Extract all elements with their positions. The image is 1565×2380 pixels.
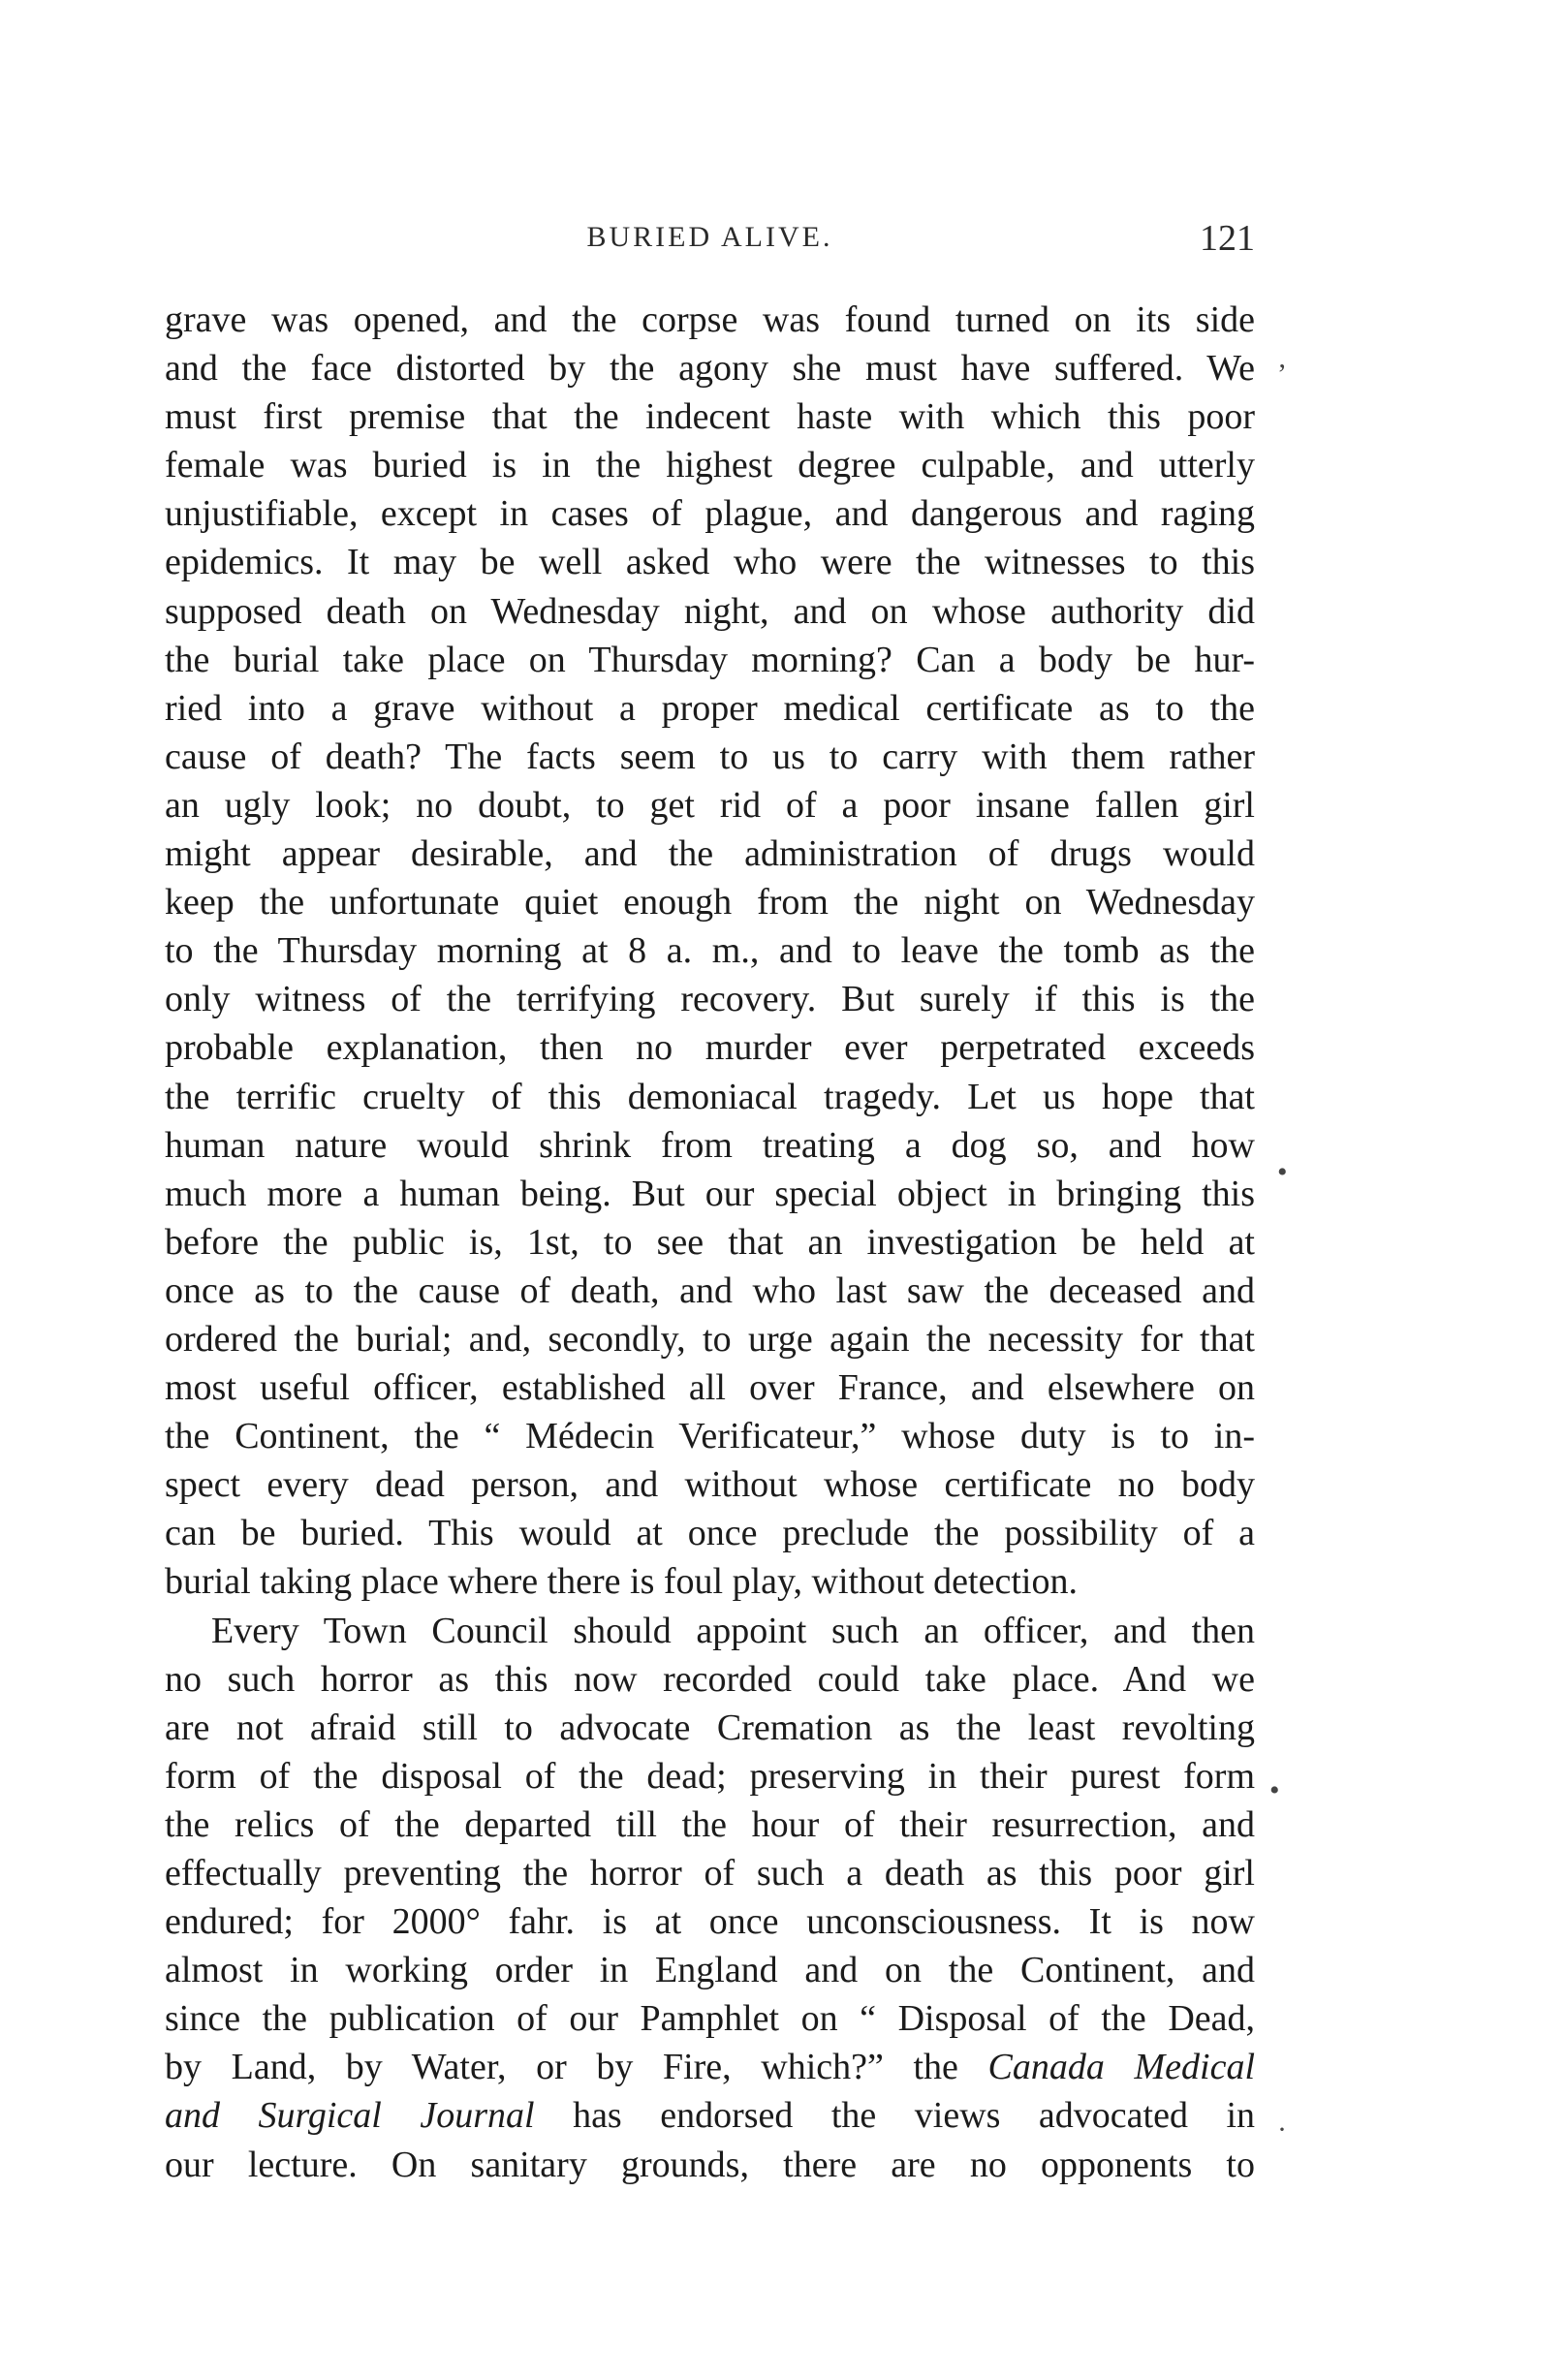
text-line: once as to the cause of death, and who last saw the deceased and (165, 1269, 1255, 1311)
text-segment: has endorsed the views advocated in (573, 2095, 1255, 2137)
margin-speck: • (1269, 1774, 1280, 1806)
text-line: the terrific cruelty of this demoniacal tragedy. Let us hope that (165, 1076, 1255, 1117)
margin-speck: • (1277, 1156, 1288, 1188)
text-line: before the public is, 1st, to see that an investigation be held at (165, 1221, 1255, 1263)
text-line: burial taking place where there is foul play, without detection. (165, 1561, 1078, 1603)
margin-speck: ‚ (1277, 342, 1287, 374)
text-line: can be buried. This would at once preclude the possibility of a (165, 1513, 1255, 1554)
running-head (165, 218, 1255, 269)
margin-speck: · (1277, 2114, 1287, 2145)
page-number: 121 (1200, 218, 1255, 259)
text-line: are not afraid still to advocate Cremation as the least revolting (165, 1707, 1255, 1748)
text-line: ordered the burial; and, secondly, to urge again the necessity for that (165, 1318, 1255, 1360)
text-line: form of the disposal of the dead; preserving in their purest form (165, 1755, 1255, 1797)
text-line: almost in working order in England and on the Continent, and (165, 1950, 1255, 1991)
text-line: ried into a grave without a proper medical certificate as to the (165, 687, 1255, 729)
journal-title-italic: Canada Medical (987, 2047, 1255, 2088)
text-line: effectually preventing the horror of such a death as this poor girl (165, 1853, 1255, 1894)
text-line: cause of death? The facts seem to us to carry with them rather (165, 736, 1255, 777)
text-line: might appear desirable, and the administration of drugs would (165, 833, 1255, 875)
text-line: unjustifiable, except in cases of plague, and dangerous and raging (165, 493, 1255, 535)
text-line: the relics of the departed till the hour of their resurrection, and (165, 1803, 1255, 1845)
text-line: much more a human being. But our special object in bringing this (165, 1173, 1255, 1214)
text-line: no such horror as this now recorded could take place. And we (165, 1658, 1255, 1700)
text-line: endured; for 2000° fahr. is at once unconsciousness. It is now (165, 1901, 1255, 1943)
text-segment: by Land, by Water, or by Fire, which?” the (165, 2047, 958, 2088)
text-line: spect every dead person, and without whose certificate no body (165, 1464, 1255, 1506)
text-line: must first premise that the indecent haste with which this poor (165, 396, 1255, 438)
text-line: only witness of the terrifying recovery. But surely if this is the (165, 979, 1255, 1020)
text-line-with-journal-title (165, 2091, 1255, 2140)
text-line: human nature would shrink from treating a dog so, and how (165, 1124, 1255, 1166)
text-line: our lecture. On sanitary grounds, there are no opponents to (165, 2144, 1255, 2185)
body-text (165, 296, 1255, 2189)
text-line: Every Town Council should appoint such an officer, and then (211, 1610, 1255, 1651)
text-line: the burial take place on Thursday morning? Can a body be hur- (165, 639, 1255, 680)
text-line: keep the unfortunate quiet enough from the night on Wednesday (165, 882, 1255, 924)
text-line: supposed death on Wednesday night, and on whose authority did (165, 590, 1255, 632)
text-line: the Continent, the “ Médecin Verificateur,” whose duty is to in- (165, 1416, 1255, 1457)
text-line: since the publication of our Pamphlet on “ Disposal of the Dead, (165, 1998, 1255, 2040)
text-line: most useful officer, established all over France, and elsewhere on (165, 1367, 1255, 1409)
text-line: epidemics. It may be well asked who were the witnesses to this (165, 542, 1255, 583)
text-line: to the Thursday morning at 8 a. m., and to leave the tomb as the (165, 930, 1255, 972)
text-line-with-journal-title (165, 2043, 1255, 2091)
text-line: female was buried is in the highest degree culpable, and utterly (165, 445, 1255, 486)
journal-title-italic: and Surgical Journal (165, 2095, 535, 2137)
text-line: grave was opened, and the corpse was found turned on its side (165, 299, 1255, 340)
text-line: probable explanation, then no murder ever perpetrated exceeds (165, 1027, 1255, 1069)
text-line: and the face distorted by the agony she must have suffered. We (165, 348, 1255, 390)
running-title: BURIED ALIVE. (586, 221, 833, 253)
text-line: an ugly look; no doubt, to get rid of a poor insane fallen girl (165, 784, 1255, 826)
